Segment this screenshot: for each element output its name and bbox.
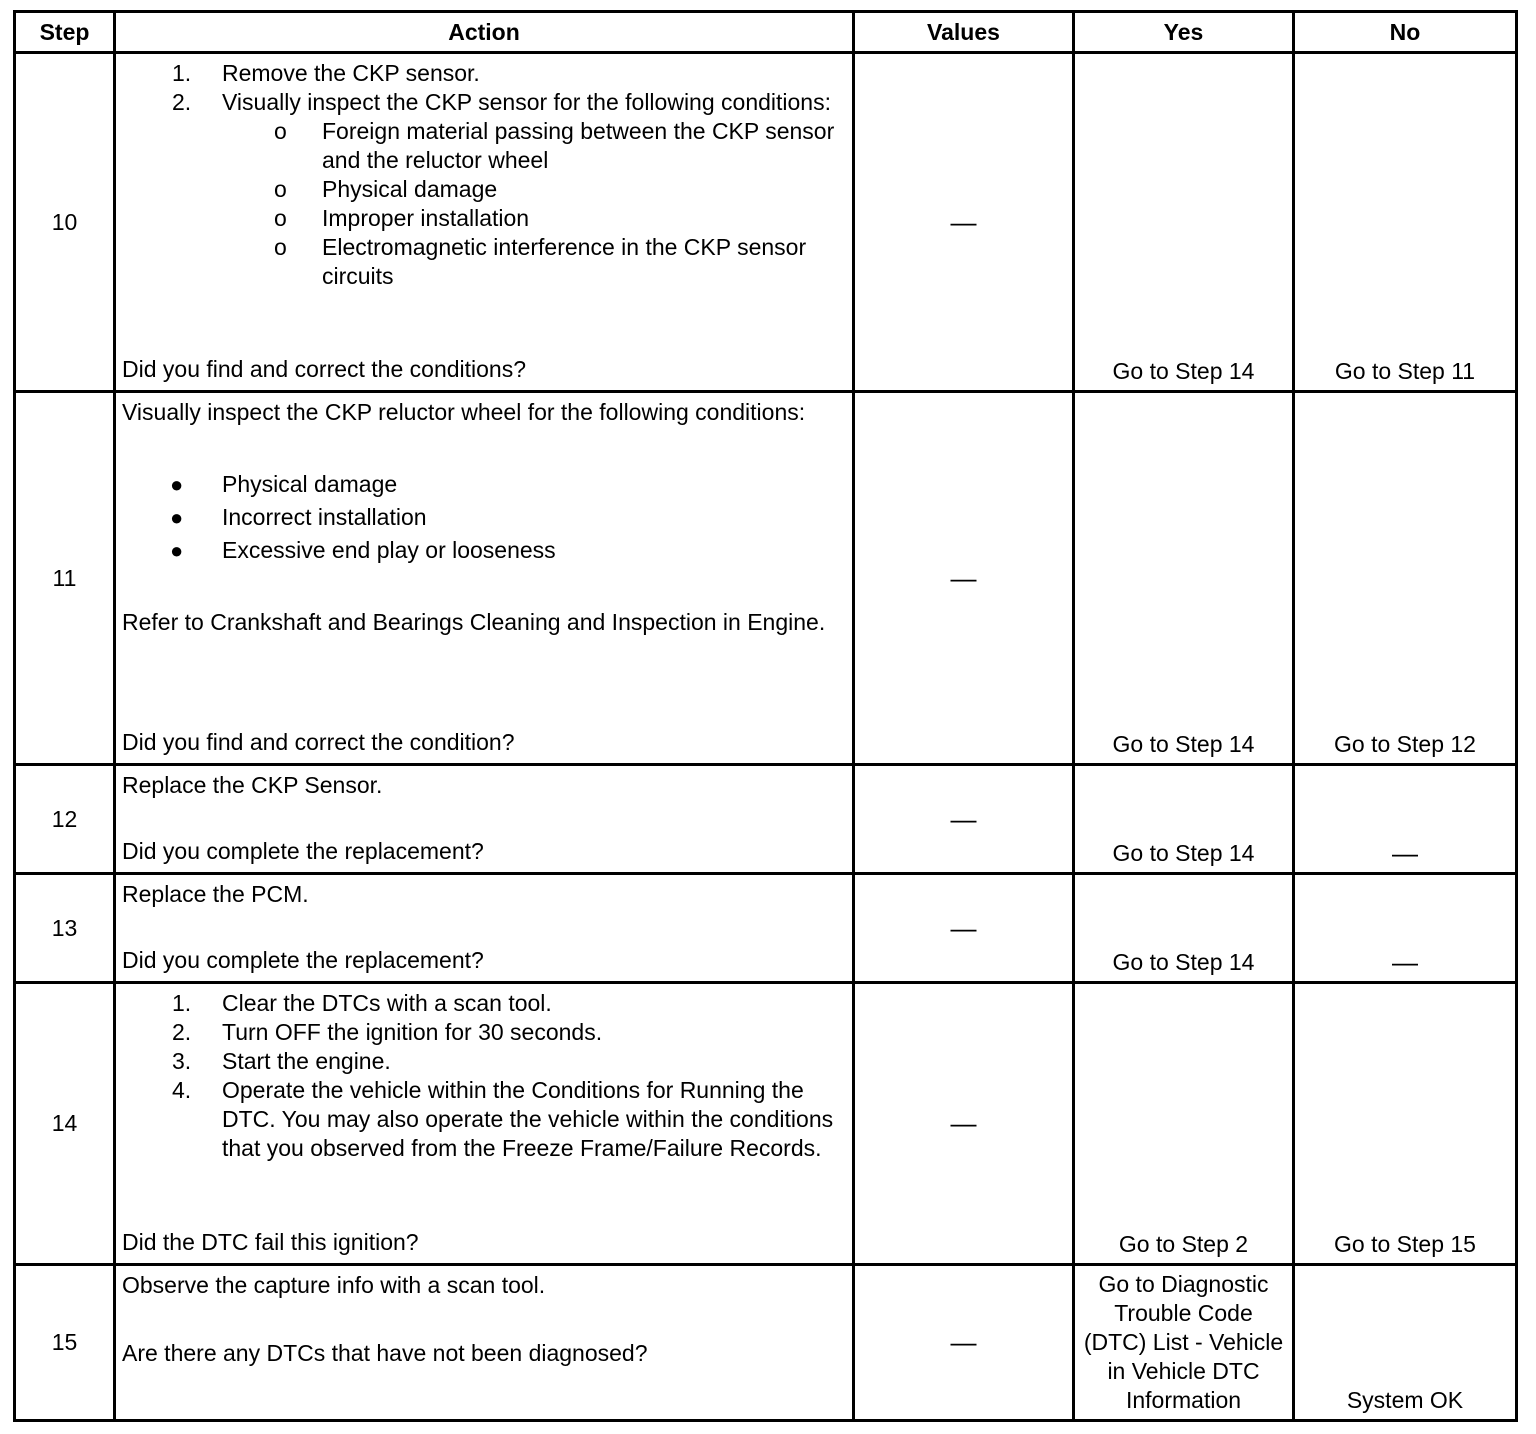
yes-cell: Go to Step 14 <box>1074 53 1294 392</box>
question: Did the DTC fail this ignition? <box>122 1229 419 1255</box>
table-row <box>15 983 1517 1265</box>
step-number: 11 <box>15 392 115 765</box>
action-cell <box>115 983 854 1265</box>
list-item: o Electromagnetic interference in the CKP sensor circuits <box>274 234 807 289</box>
value-cell: — <box>854 392 1074 765</box>
value-cell: — <box>854 765 1074 874</box>
action-cell <box>115 1265 854 1421</box>
question: Did you find and correct the condition? <box>122 729 515 755</box>
table-row <box>15 765 1517 874</box>
action-cell <box>115 874 854 983</box>
no-cell: System OK <box>1294 1265 1517 1421</box>
list-item: 1. Clear the DTCs with a scan tool. <box>172 990 552 1016</box>
yes-cell: Go to Step 14 <box>1074 765 1294 874</box>
value-cell: — <box>854 983 1074 1265</box>
question: Are there any DTCs that have not been diagnosed? <box>122 1340 648 1366</box>
step-number: 13 <box>15 874 115 983</box>
question: Did you complete the replacement? <box>122 947 484 973</box>
yes-cell: Go to Step 2 <box>1074 983 1294 1265</box>
header-values: Values <box>854 12 1074 53</box>
list-item: o Physical damage <box>274 176 498 202</box>
table-row <box>15 874 1517 983</box>
value-cell: — <box>854 874 1074 983</box>
intro-text: Visually inspect the CKP reluctor wheel for the following conditions: <box>122 399 806 425</box>
step-number: 10 <box>15 53 115 392</box>
header-yes: Yes <box>1074 12 1294 53</box>
list-item: 1. Remove the CKP sensor. <box>172 60 480 86</box>
list-item: ● Incorrect installation <box>170 504 427 530</box>
diagnostic-table <box>13 10 1518 1422</box>
no-cell: Go to Step 11 <box>1294 53 1517 392</box>
no-cell: — <box>1294 765 1517 874</box>
yes-cell: Go to Step 14 <box>1074 874 1294 983</box>
list-item: ● Excessive end play or looseness <box>170 537 556 563</box>
question: Did you find and correct the conditions? <box>122 356 527 382</box>
refer-text: Refer to Crankshaft and Bearings Cleaning and Inspection in Engine. <box>122 609 826 635</box>
list-item: o Improper installation <box>274 205 530 231</box>
header-step: Step <box>15 12 115 53</box>
list-item: 2. Turn OFF the ignition for 30 seconds. <box>172 1019 603 1045</box>
question: Did you complete the replacement? <box>122 838 484 864</box>
list-item: 4. Operate the vehicle within the Conditions for Running the DTC. You may also operate the vehicle within the conditions that you observed from the Freeze Frame/Failure Records. <box>172 1077 834 1161</box>
header-row <box>15 12 1517 53</box>
yes-cell: Go to Step 14 <box>1074 392 1294 765</box>
table-row <box>15 53 1517 392</box>
step-number: 12 <box>15 765 115 874</box>
list-item: 2. Visually inspect the CKP sensor for the following conditions: <box>172 89 831 115</box>
intro-text: Observe the capture info with a scan tool. <box>122 1272 546 1298</box>
header-no: No <box>1294 12 1517 53</box>
step-number: 15 <box>15 1265 115 1421</box>
value-cell: — <box>854 1265 1074 1421</box>
step-number: 14 <box>15 983 115 1265</box>
action-cell <box>115 765 854 874</box>
table-row <box>15 1265 1517 1421</box>
table-row <box>15 392 1517 765</box>
intro-text: Replace the PCM. <box>122 881 309 907</box>
action-cell <box>115 392 854 765</box>
intro-text: Replace the CKP Sensor. <box>122 772 383 798</box>
no-cell: — <box>1294 874 1517 983</box>
yes-cell: Go to Diagnostic Trouble Code (DTC) List - Vehicle in Vehicle DTC Information <box>1074 1265 1294 1421</box>
no-cell: Go to Step 12 <box>1294 392 1517 765</box>
list-item: 3. Start the engine. <box>172 1048 391 1074</box>
header-action: Action <box>115 12 854 53</box>
list-item: ● Physical damage <box>170 471 398 497</box>
list-item: o Foreign material passing between the CKP sensor and the reluctor wheel <box>274 118 835 173</box>
action-cell <box>115 53 854 392</box>
no-cell: Go to Step 15 <box>1294 983 1517 1265</box>
value-cell: — <box>854 53 1074 392</box>
